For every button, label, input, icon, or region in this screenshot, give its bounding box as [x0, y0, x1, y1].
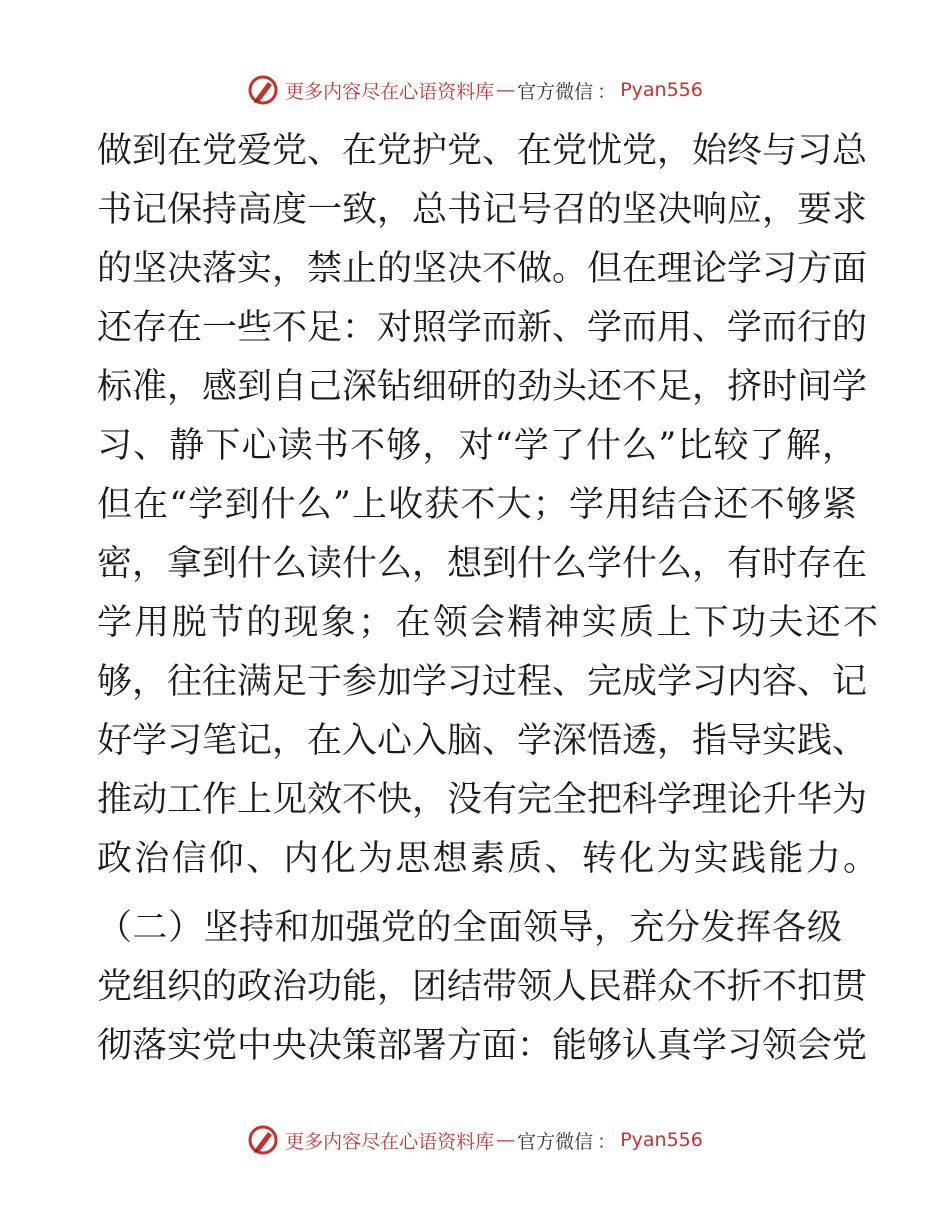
text-line: 书记保持高度一致，总书记号召的坚决响应，要求	[97, 190, 868, 230]
text-line: 推动工作上见效不快，没有完全把科学理论升华为	[97, 780, 868, 820]
watermark-dash: —	[496, 79, 516, 101]
text-line: 但在“学到什么”上收获不大；学用结合还不够紧	[97, 485, 857, 525]
watermark-wechat-id: Pyan556	[620, 79, 703, 101]
watermark-wechat-label: 官方微信	[517, 1130, 594, 1153]
text-line: 政治信仰、内化为思想素质、转化为实践能力。	[97, 839, 881, 879]
watermark-wechat-id: Pyan556	[620, 1129, 703, 1151]
footer-watermark	[0, 1120, 950, 1160]
watermark-dash: —	[496, 1129, 516, 1151]
text-line: 习、静下心读书不够，对“学了什么”比较了解，	[97, 426, 857, 466]
text-line: 密，拿到什么读什么，想到什么学什么，有时存在	[97, 544, 868, 584]
watermark-colon: ：	[597, 1130, 617, 1153]
text-line: 彻落实党中央决策部署方面：能够认真学习领会党	[97, 1026, 868, 1066]
text-line: 的坚决落实，禁止的坚决不做。但在理论学习方面	[97, 249, 868, 289]
text-line: 学用脱节的现象；在领会精神实质上下功夫还不	[97, 603, 881, 643]
document-body	[97, 122, 881, 1076]
pen-logo-icon	[247, 1124, 279, 1156]
text-line: 好学习笔记，在入心入脑、学深悟透，指导实践、	[97, 721, 868, 761]
pen-logo-icon	[247, 74, 279, 106]
text-line: 够，往往满足于参加学习过程、完成学习内容、记	[97, 662, 868, 702]
paragraph-gap	[97, 889, 857, 899]
section-heading-line: （二）坚持和加强党的全面领导，充分发挥各级	[97, 908, 843, 948]
paragraph-2	[97, 899, 868, 1076]
watermark-colon: ：	[597, 80, 617, 103]
text-line: 做到在党爱党、在党护党、在党忧党，始终与习总	[97, 131, 868, 171]
watermark-wechat-label: 官方微信	[517, 80, 594, 103]
text-line: 标准，感到自己深钻细研的劲头还不足，挤时间学	[97, 367, 868, 407]
header-watermark	[0, 70, 950, 110]
paragraph-1	[97, 122, 881, 889]
watermark-main-text: 更多内容尽在心语资料库	[285, 80, 495, 103]
text-line: 还存在一些不足：对照学而新、学而用、学而行的	[97, 308, 868, 348]
text-line: 党组织的政治功能，团结带领人民群众不折不扣贯	[97, 967, 868, 1007]
watermark-main-text: 更多内容尽在心语资料库	[285, 1130, 495, 1153]
